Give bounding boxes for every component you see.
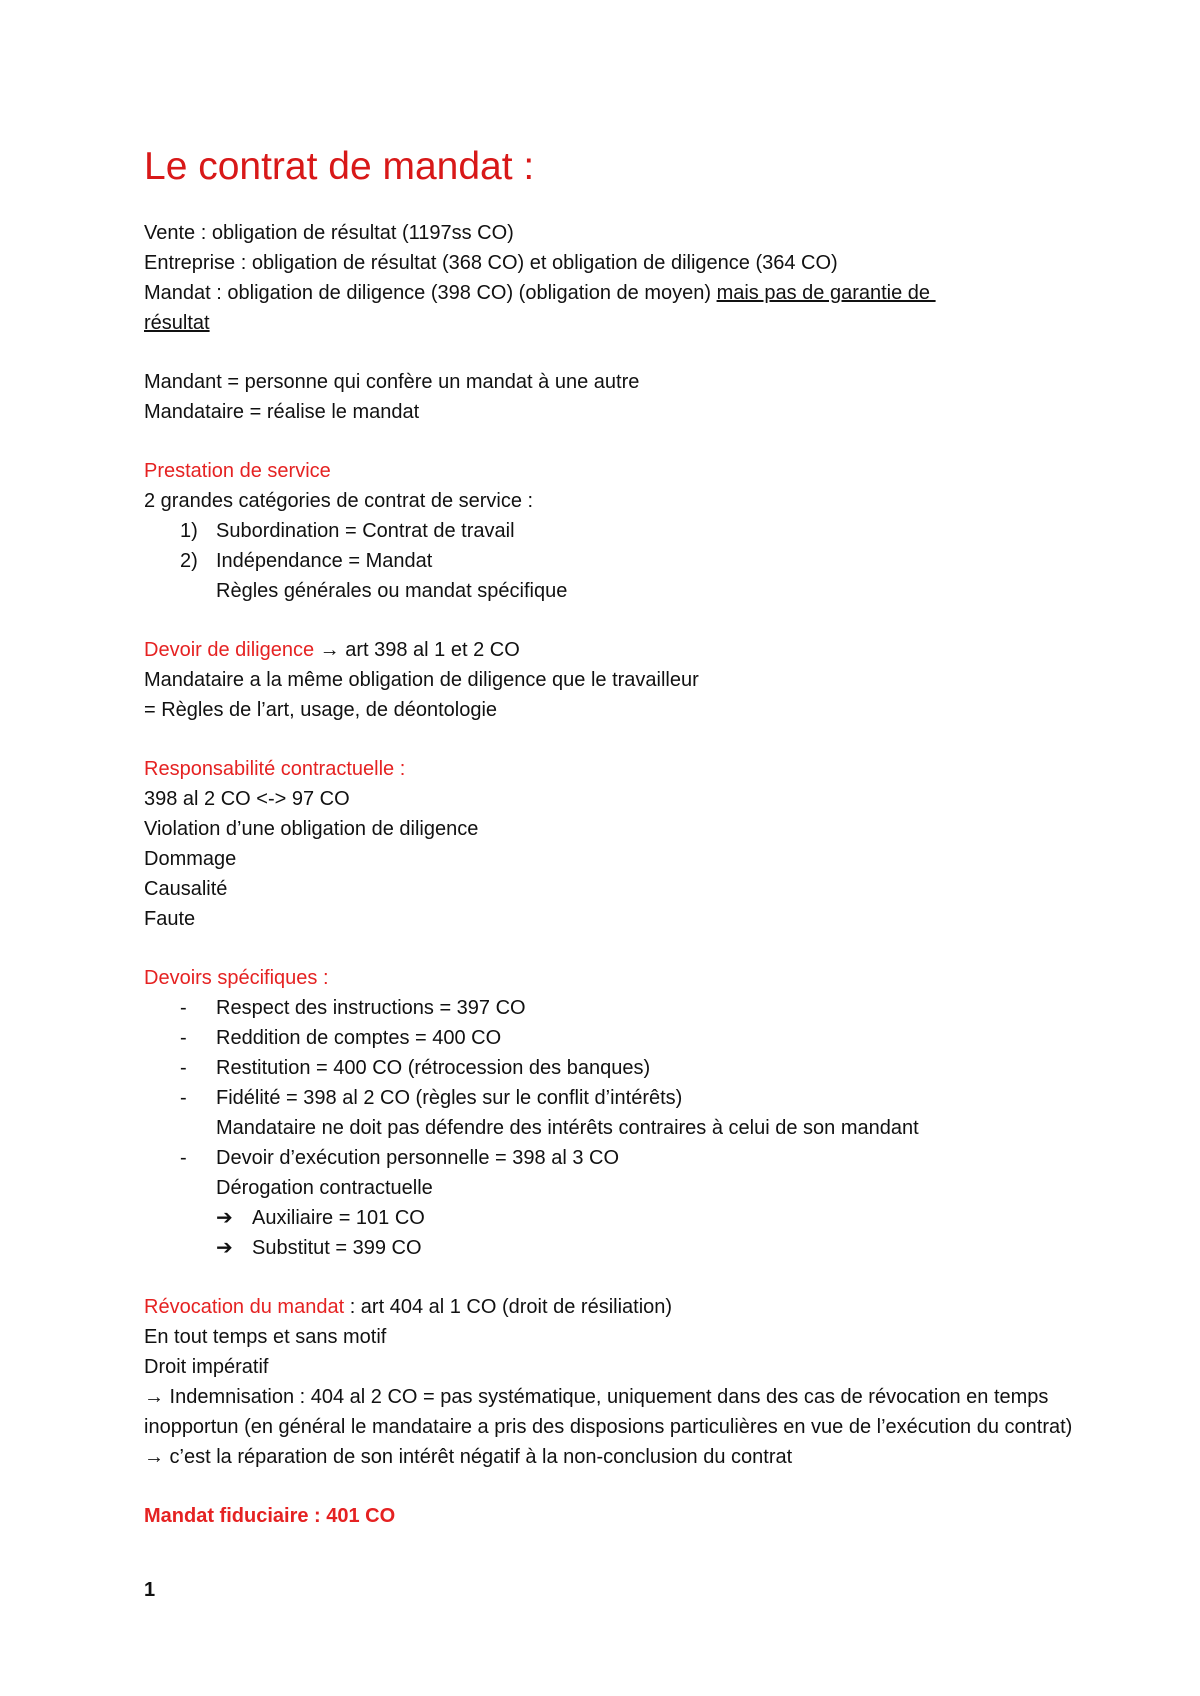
indemnisation-paragraph [144, 1382, 1084, 1472]
list-item-text: Auxiliaire = 101 CO [252, 1207, 425, 1229]
mandant-definition: Mandant = personne qui confère un mandat à une autre [144, 371, 640, 393]
devoirs-list [144, 993, 1084, 1113]
arrow-right-icon: → [144, 1446, 164, 1468]
list-item [144, 1203, 1084, 1233]
prestation-intro: 2 grandes catégories de contrat de service : [144, 490, 534, 512]
mandataire-definition: Mandataire = réalise le mandat [144, 401, 420, 423]
page-number: 1 [144, 1579, 156, 1601]
list-marker: - [180, 1057, 187, 1079]
diligence-heading-line [144, 635, 1084, 665]
responsabilite-heading: Responsabilité contractuelle : [144, 758, 406, 780]
indemnisation-text-b: c’est la réparation de son intérêt négatif à la non-conclusion du contrat [164, 1446, 793, 1468]
mandat-underlined-text: mais pas de garantie de [716, 282, 936, 304]
devoirs-heading: Devoirs spécifiques : [144, 967, 329, 989]
list-marker: - [180, 1087, 187, 1109]
prestation-heading: Prestation de service [144, 460, 331, 482]
responsabilite-line: Violation d’une obligation de diligence [144, 818, 479, 840]
list-item [144, 1023, 1084, 1053]
responsabilite-line: 398 al 2 CO <-> 97 CO [144, 788, 350, 810]
list-marker: 1) [180, 520, 198, 542]
diligence-line-1: Mandataire a la même obligation de diligence que le travailleur [144, 669, 699, 691]
execution-list [144, 1143, 1084, 1173]
list-marker: - [180, 1027, 187, 1049]
list-item [144, 1233, 1084, 1263]
arrow-list [144, 1203, 1084, 1263]
arrow-right-icon: → [144, 1386, 164, 1408]
mandat-text: Mandat : obligation de diligence (398 CO) (obligation de moyen) [144, 282, 717, 304]
arrow-right-icon: → [319, 639, 340, 661]
list-item [144, 1083, 1084, 1113]
responsabilite-line: Dommage [144, 848, 237, 870]
list-marker: - [180, 1147, 187, 1169]
document-body [144, 218, 1084, 1531]
mandat-underlined-continuation: résultat [144, 312, 210, 334]
execution-sub: Dérogation contractuelle [216, 1177, 433, 1199]
prestation-list [144, 516, 1084, 576]
bold-arrow-icon: ➔ [216, 1237, 233, 1259]
revocation-heading-line [144, 1292, 1084, 1322]
diligence-line-2: = Règles de l’art, usage, de déontologie [144, 699, 498, 721]
list-item-text: Substitut = 399 CO [252, 1237, 422, 1259]
responsabilite-line: Causalité [144, 878, 228, 900]
revocation-rest: : art 404 al 1 CO (droit de résiliation) [344, 1296, 673, 1318]
fidelite-sub: Mandataire ne doit pas défendre des intérêts contraires à celui de son mandant [216, 1117, 919, 1139]
entreprise-line: Entreprise : obligation de résultat (368 CO) et obligation de diligence (364 CO) [144, 252, 838, 274]
list-item-text: Indépendance = Mandat [216, 550, 433, 572]
list-item-text: Devoir d’exécution personnelle = 398 al 3 CO [216, 1147, 620, 1169]
list-item [144, 1053, 1084, 1083]
prestation-sub: Règles générales ou mandat spécifique [216, 580, 568, 602]
document-title: Le contrat de mandat : [144, 145, 535, 188]
list-item-text: Restitution = 400 CO (rétrocession des banques) [216, 1057, 651, 1079]
list-item-text: Subordination = Contrat de travail [216, 520, 515, 542]
revocation-line-2: Droit impératif [144, 1356, 269, 1378]
list-item [144, 993, 1084, 1023]
list-marker: 2) [180, 550, 198, 572]
list-item [144, 1143, 1084, 1173]
fiduciaire-heading: Mandat fiduciaire : 401 CO [144, 1505, 396, 1527]
list-item-text: Fidélité = 398 al 2 CO (règles sur le conflit d’intérêts) [216, 1087, 683, 1109]
list-item-text: Respect des instructions = 397 CO [216, 997, 526, 1019]
revocation-line-1: En tout temps et sans motif [144, 1326, 387, 1348]
diligence-heading: Devoir de diligence [144, 639, 315, 661]
bold-arrow-icon: ➔ [216, 1207, 233, 1229]
list-item [144, 546, 1084, 576]
revocation-heading: Révocation du mandat [144, 1296, 345, 1318]
responsabilite-line: Faute [144, 908, 196, 930]
vente-line: Vente : obligation de résultat (1197ss CO) [144, 222, 514, 244]
diligence-ref: art 398 al 1 et 2 CO [339, 639, 520, 661]
list-marker: - [180, 997, 187, 1019]
mandat-line [144, 278, 1084, 308]
list-item-text: Reddition de comptes = 400 CO [216, 1027, 502, 1049]
indemnisation-text-a: Indemnisation : 404 al 2 CO = pas systématique, uniquement dans des cas de révocation en temps inopportun (en général le mandataire a pris des disposions particulières en vue de l’exécution du contrat) [144, 1386, 1078, 1438]
list-item [144, 516, 1084, 546]
